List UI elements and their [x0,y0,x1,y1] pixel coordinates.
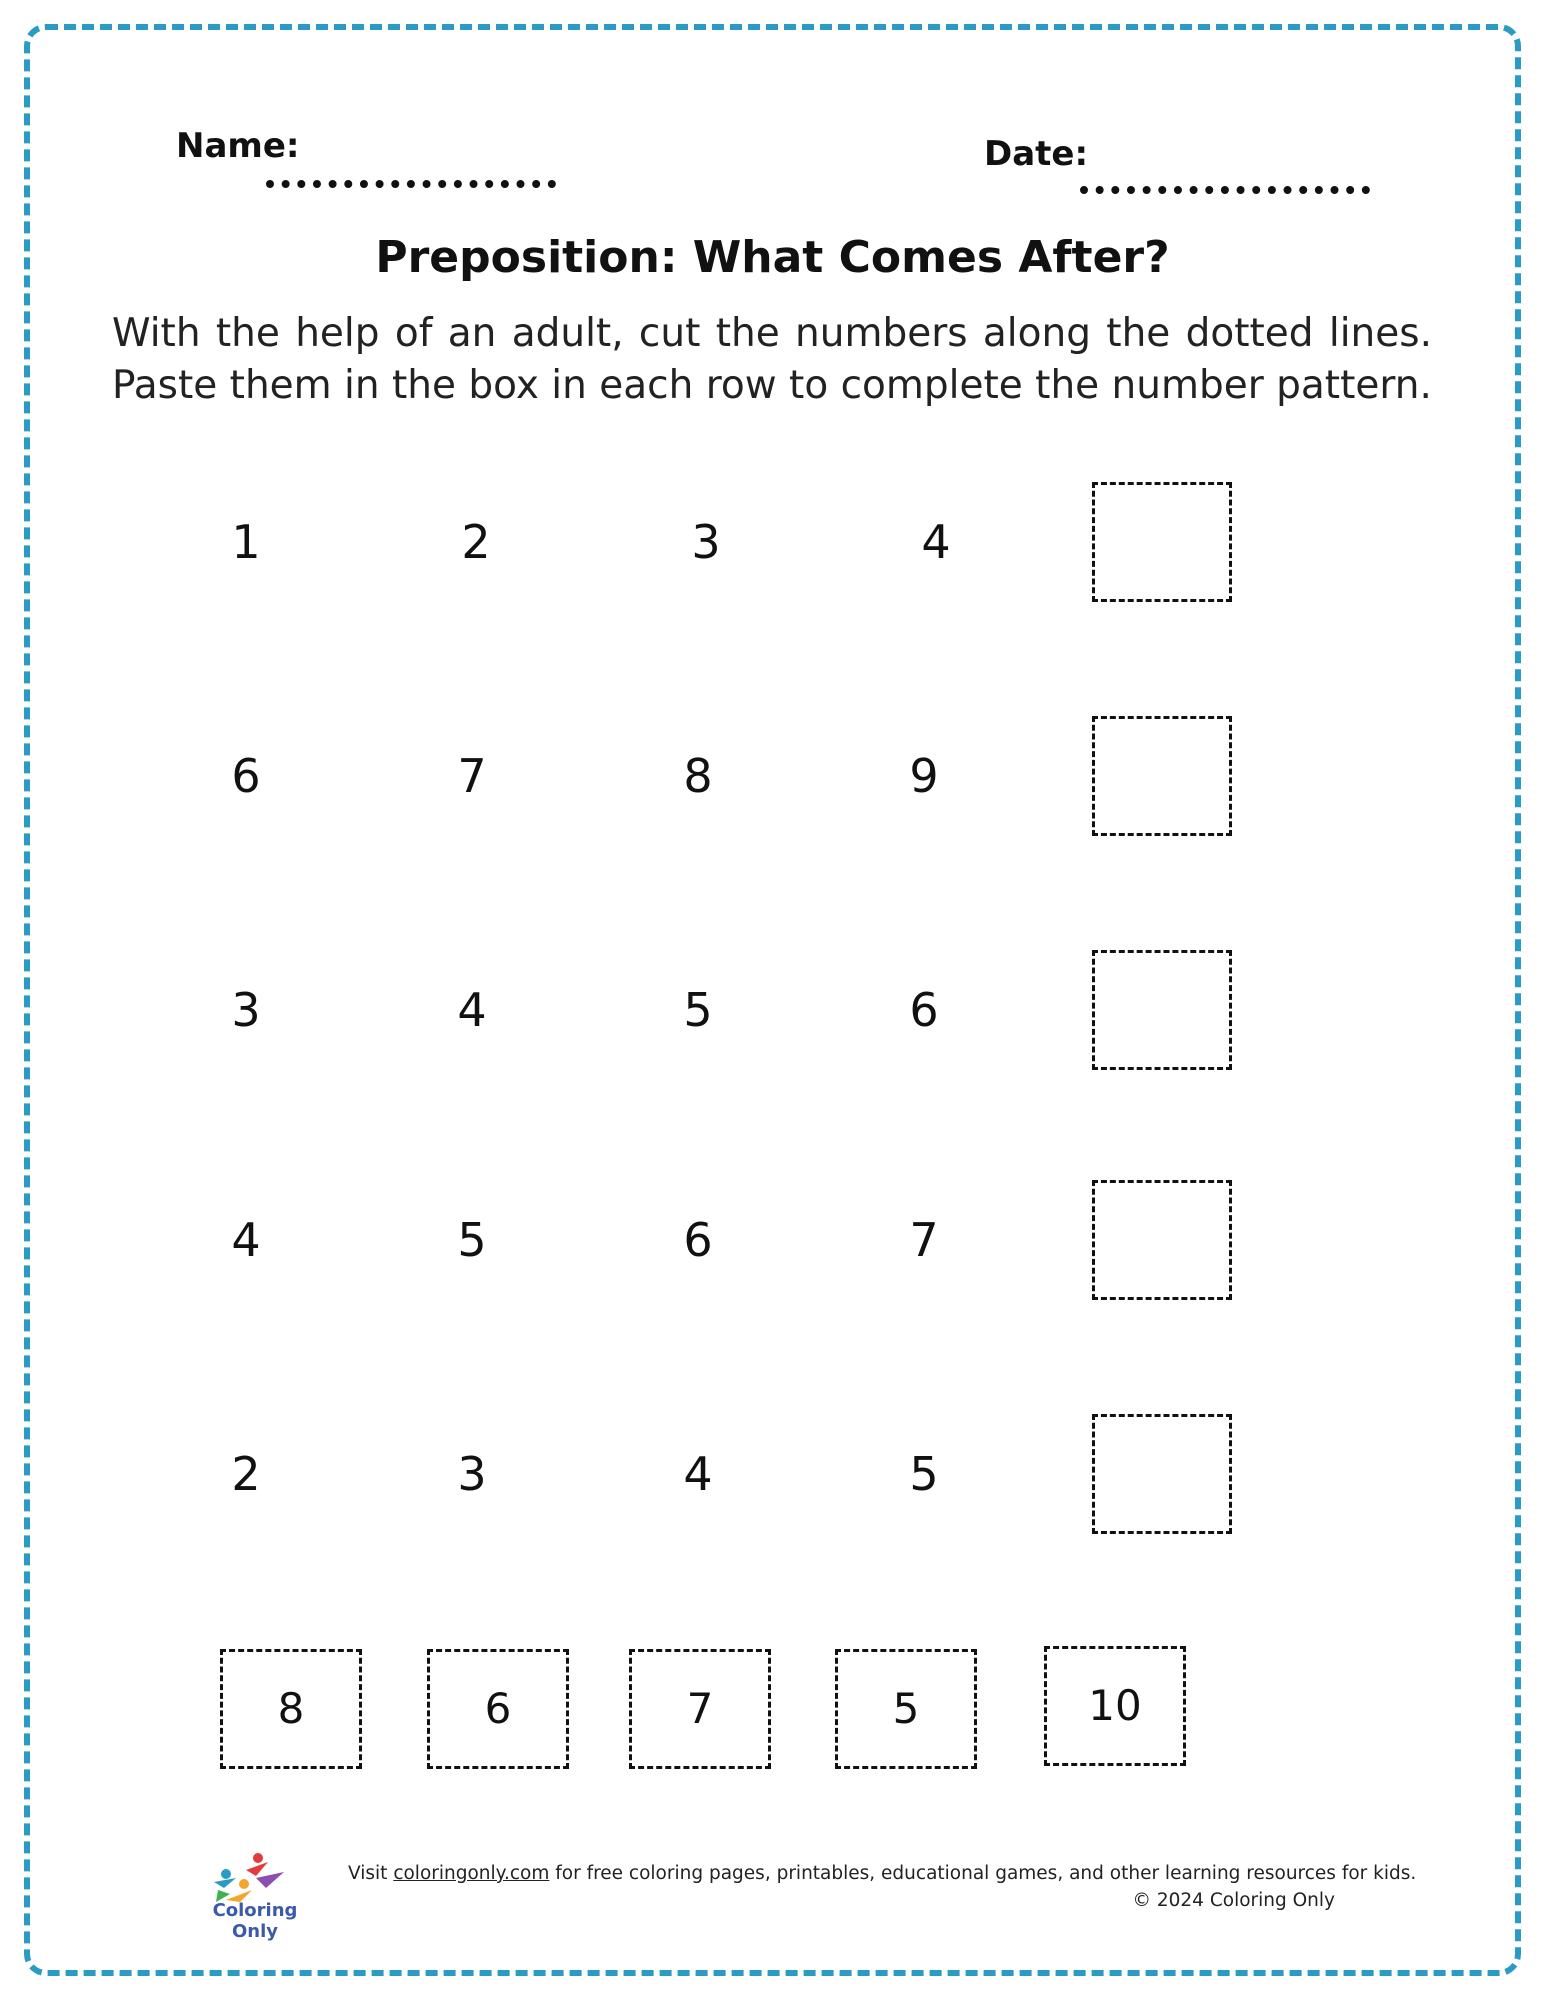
answer-box[interactable] [1092,950,1232,1070]
pattern-number: 4 [231,1213,261,1267]
pattern-number: 3 [457,1447,487,1501]
footer-prefix: Visit [348,1863,394,1884]
pattern-number: 2 [461,515,491,569]
pattern-number: 1 [231,515,261,569]
pattern-number: 8 [683,749,713,803]
pattern-row [0,716,1545,836]
cutout-number[interactable]: 6 [427,1649,569,1769]
pattern-number: 6 [231,749,261,803]
pattern-number: 4 [921,515,951,569]
footer-link[interactable]: coloringonly.com [393,1863,550,1884]
name-line[interactable] [266,180,556,188]
cutout-number[interactable]: 5 [835,1649,977,1769]
footer-text [348,1863,1416,1884]
pattern-row [0,482,1545,602]
pattern-number: 4 [683,1447,713,1501]
pattern-number: 5 [909,1447,939,1501]
instructions: With the help of an adult, cut the numbers along the dotted lines. Paste them in the box in each row to complete the number pattern. [112,311,1432,408]
answer-box[interactable] [1092,1414,1232,1534]
date-line[interactable] [1080,186,1370,194]
pattern-number: 3 [691,515,721,569]
date-label: Date: [984,134,1089,174]
cutout-number[interactable]: 7 [629,1649,771,1769]
footer-suffix: for free coloring pages, printables, educational games, and other learning resources for kids. [549,1863,1417,1884]
copyright: © 2024 Coloring Only [1132,1890,1335,1911]
pattern-number: 5 [457,1213,487,1267]
cutout-number[interactable]: 8 [220,1649,362,1769]
pattern-row [0,950,1545,1070]
pattern-number: 3 [231,983,261,1037]
pattern-number: 6 [909,983,939,1037]
logo-text: Coloring Only [212,1900,298,1942]
pattern-number: 9 [909,749,939,803]
page-title: Preposition: What Comes After? [375,232,1170,283]
pattern-number: 4 [457,983,487,1037]
pattern-number: 7 [909,1213,939,1267]
pattern-number: 7 [457,749,487,803]
pattern-row [0,1414,1545,1534]
answer-box[interactable] [1092,1180,1232,1300]
pattern-row [0,1180,1545,1300]
pattern-number: 5 [683,983,713,1037]
answer-box[interactable] [1092,716,1232,836]
cutout-number[interactable]: 10 [1044,1646,1186,1766]
answer-box[interactable] [1092,482,1232,602]
name-label: Name: [176,126,300,166]
pattern-number: 2 [231,1447,261,1501]
pattern-number: 6 [683,1213,713,1267]
